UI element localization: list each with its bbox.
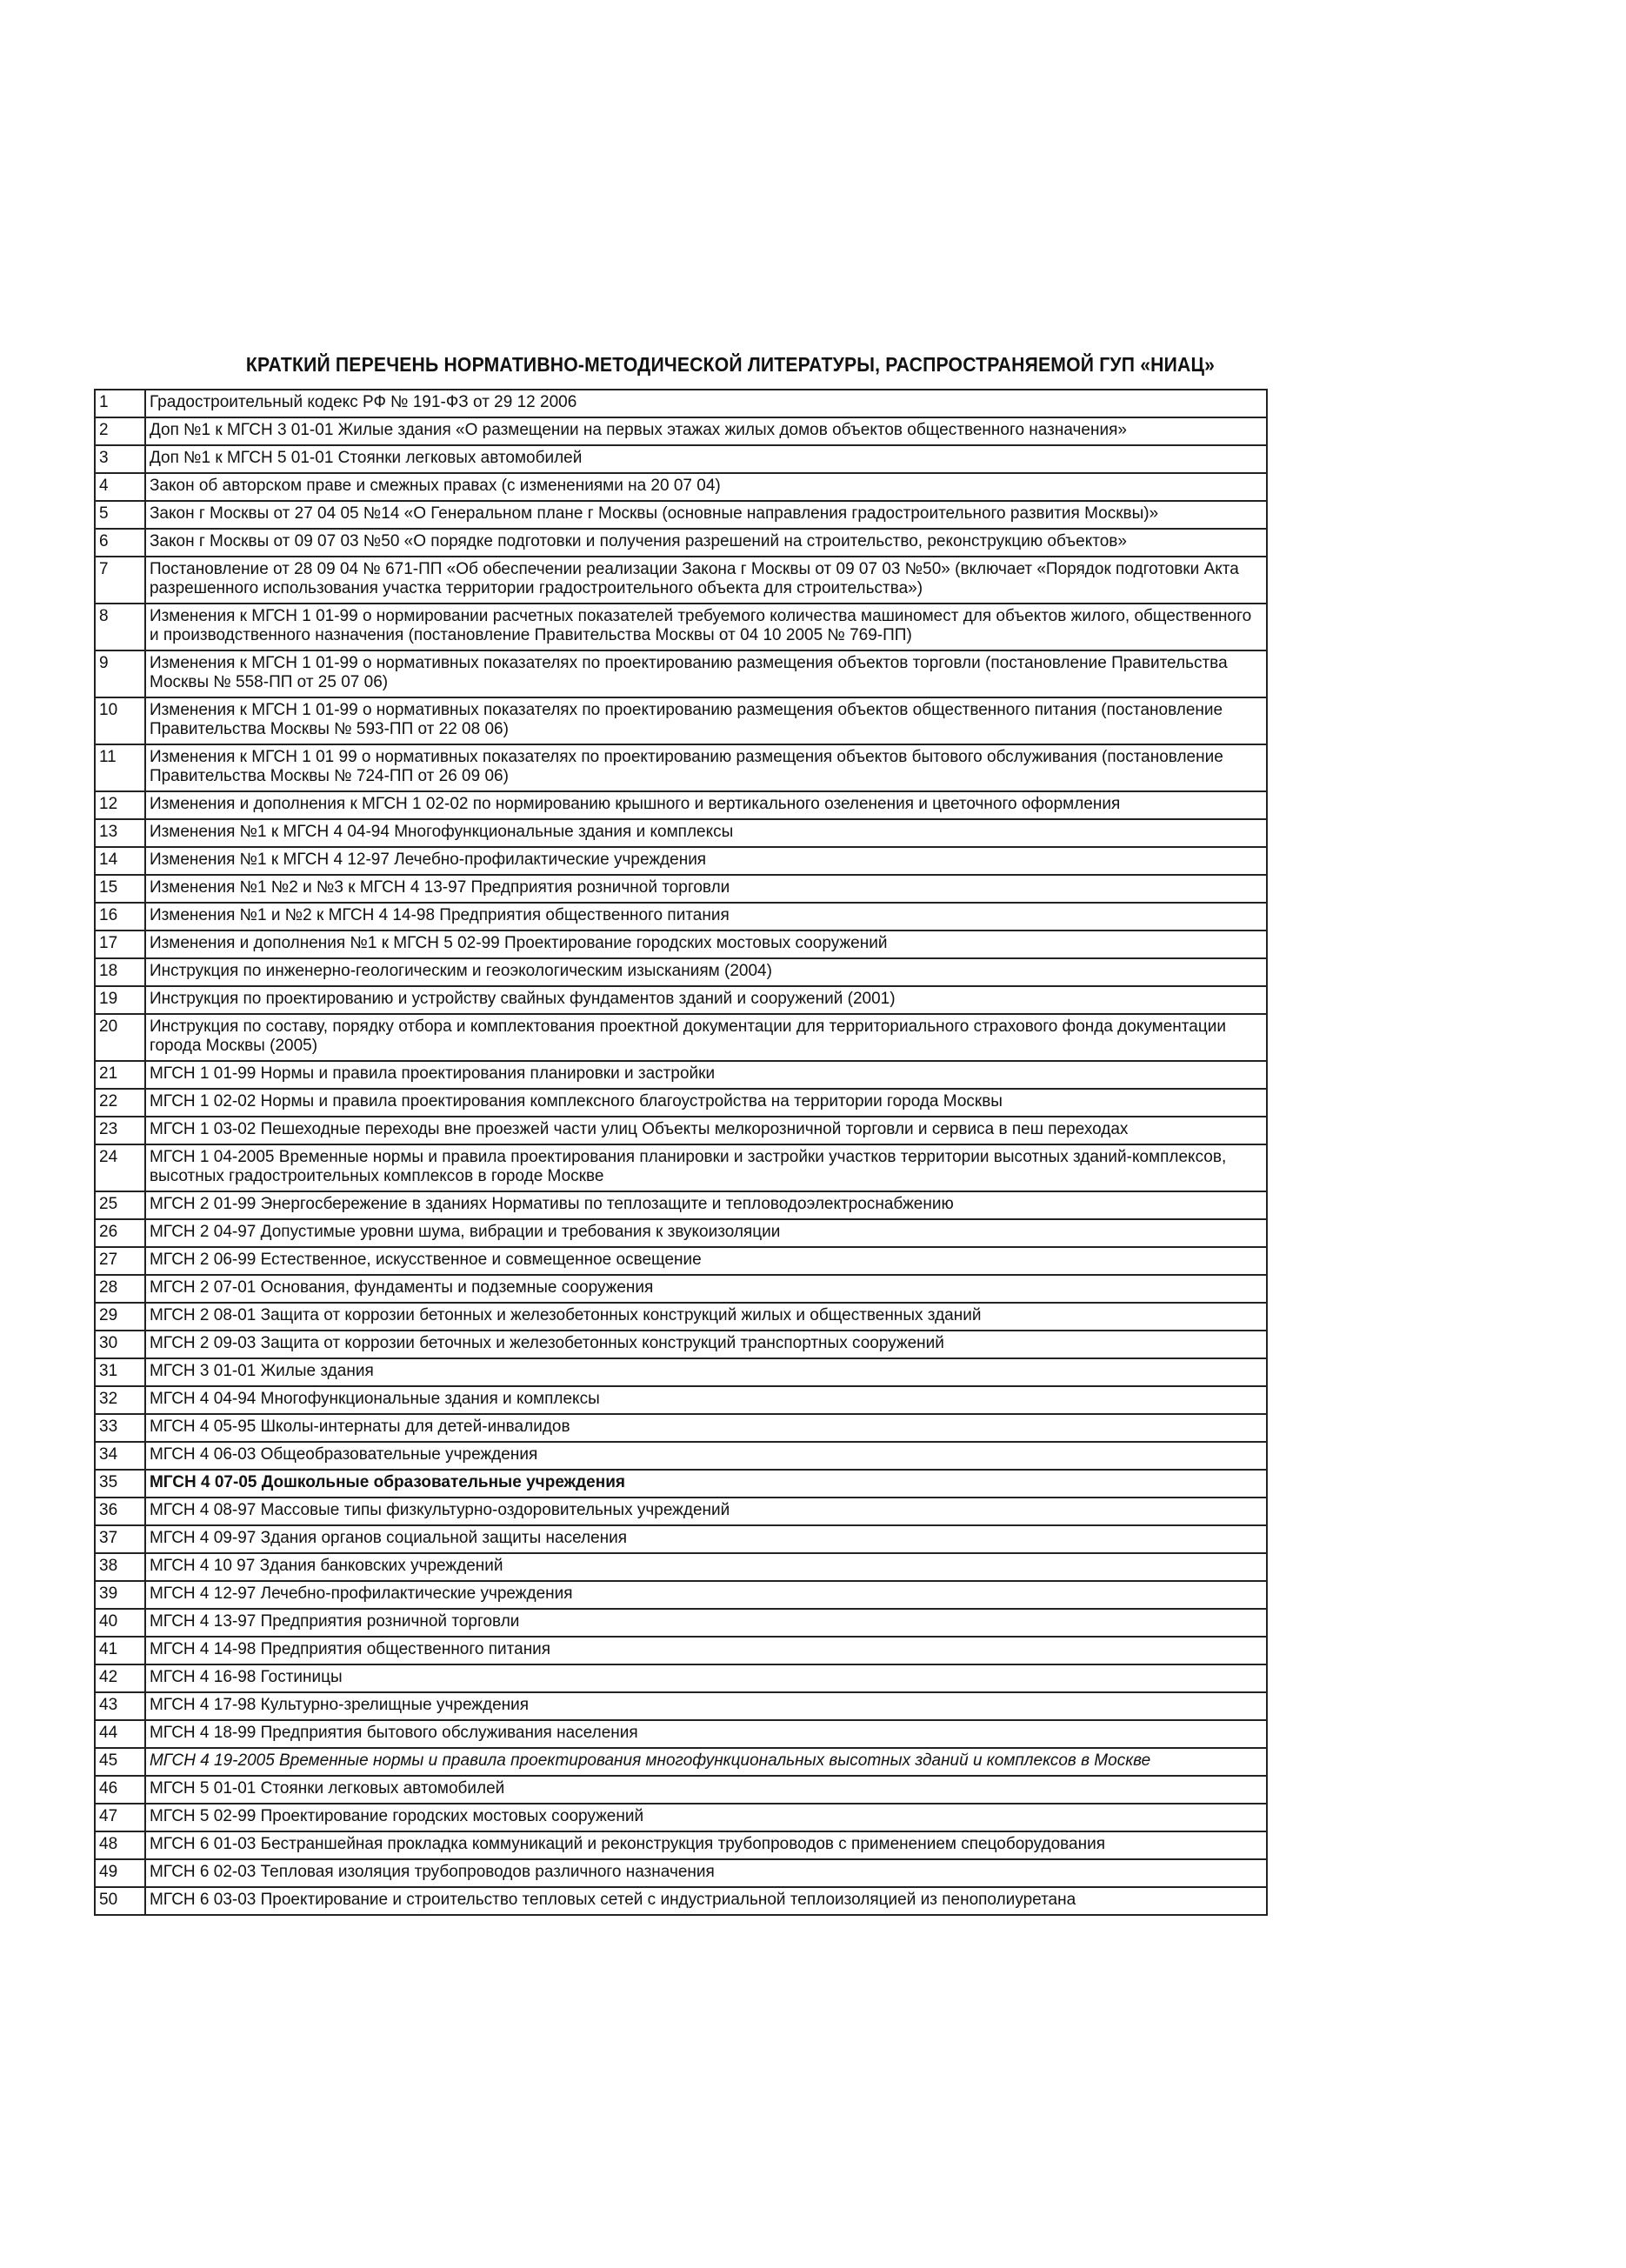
row-number: 30 — [95, 1331, 145, 1358]
row-number: 40 — [95, 1609, 145, 1637]
table-row — [95, 744, 1267, 791]
table-row — [95, 1089, 1267, 1117]
row-number: 2 — [95, 417, 145, 445]
table-row — [95, 1498, 1267, 1525]
table-row — [95, 1303, 1267, 1331]
row-title: МГСН 4 19-2005 Временные нормы и правила проектирования многофункциональных высотных зданий и комплексов в Москве — [145, 1748, 1267, 1776]
row-title: Изменения к МГСН 1 01-99 о нормировании расчетных показателей требуемого количества машиномест для объектов жилого, общественного и производственного назначения (постановление Правительства Москвы от 04 10 2005 № 769-ПП) — [145, 604, 1267, 650]
table-row — [95, 1776, 1267, 1804]
table-row — [95, 417, 1267, 445]
row-number: 7 — [95, 557, 145, 604]
row-number: 42 — [95, 1664, 145, 1692]
table-row — [95, 473, 1267, 501]
row-number: 43 — [95, 1692, 145, 1720]
table-row — [95, 1581, 1267, 1609]
row-title: МГСН 3 01-01 Жилые здания — [145, 1358, 1267, 1386]
row-number: 35 — [95, 1470, 145, 1498]
row-title: МГСН 2 08-01 Защита от коррозии бетонных и железобетонных конструкций жилых и общественных зданий — [145, 1303, 1267, 1331]
row-number: 41 — [95, 1637, 145, 1664]
row-number: 11 — [95, 744, 145, 791]
row-title: Изменения №1 и №2 к МГСН 4 14-98 Предприятия общественного питания — [145, 903, 1267, 931]
table-row — [95, 1804, 1267, 1831]
row-number: 50 — [95, 1887, 145, 1915]
table-row — [95, 445, 1267, 473]
row-number: 49 — [95, 1859, 145, 1887]
table-row — [95, 1061, 1267, 1089]
table-row — [95, 1470, 1267, 1498]
row-title: МГСН 2 09-03 Защита от коррозии беточных и железобетонных конструкций транспортных сооружений — [145, 1331, 1267, 1358]
row-number: 27 — [95, 1247, 145, 1275]
row-number: 14 — [95, 847, 145, 875]
row-number: 32 — [95, 1386, 145, 1414]
table-row — [95, 1247, 1267, 1275]
row-title: Инструкция по проектированию и устройству свайных фундаментов зданий и сооружений (2001) — [145, 986, 1267, 1014]
table-row — [95, 604, 1267, 650]
table-row — [95, 791, 1267, 819]
row-title: МГСН 6 02-03 Тепловая изоляция трубопроводов различного назначения — [145, 1859, 1267, 1887]
row-title: Закон г Москвы от 09 07 03 №50 «О порядке подготовки и получения разрешений на строительство, реконструкцию объектов» — [145, 529, 1267, 557]
row-title: Инструкция по инженерно-геологическим и геоэкологическим изысканиям (2004) — [145, 958, 1267, 986]
row-number: 25 — [95, 1191, 145, 1219]
row-title: МГСН 2 04-97 Допустимые уровни шума, вибрации и требования к звукоизоляции — [145, 1219, 1267, 1247]
table-row — [95, 1664, 1267, 1692]
table-row — [95, 1117, 1267, 1144]
row-number: 45 — [95, 1748, 145, 1776]
row-number: 19 — [95, 986, 145, 1014]
table-row — [95, 650, 1267, 697]
table-row — [95, 557, 1267, 604]
row-title: Изменения №1 №2 и №3 к МГСН 4 13-97 Предприятия розничной торговли — [145, 875, 1267, 903]
row-title: МГСН 2 01-99 Энергосбережение в зданиях Нормативы по теплозащите и тепловодоэлектроснабжению — [145, 1191, 1267, 1219]
row-number: 28 — [95, 1275, 145, 1303]
row-number: 23 — [95, 1117, 145, 1144]
row-title: МГСН 1 01-99 Нормы и правила проектирования планировки и застройки — [145, 1061, 1267, 1089]
row-number: 5 — [95, 501, 145, 529]
row-number: 18 — [95, 958, 145, 986]
row-title: МГСН 4 12-97 Лечебно-профилактические учреждения — [145, 1581, 1267, 1609]
row-title: Доп №1 к МГСН 5 01-01 Стоянки легковых автомобилей — [145, 445, 1267, 473]
row-number: 29 — [95, 1303, 145, 1331]
row-title: МГСН 4 10 97 Здания банковских учреждений — [145, 1553, 1267, 1581]
row-title: Градостроительный кодекс РФ № 191-ФЗ от 29 12 2006 — [145, 390, 1267, 417]
table-row — [95, 1358, 1267, 1386]
row-number: 6 — [95, 529, 145, 557]
row-number: 36 — [95, 1498, 145, 1525]
table-row — [95, 931, 1267, 958]
row-number: 37 — [95, 1525, 145, 1553]
row-title: МГСН 4 16-98 Гостиницы — [145, 1664, 1267, 1692]
row-title: МГСН 5 01-01 Стоянки легковых автомобилей — [145, 1776, 1267, 1804]
table-row — [95, 1609, 1267, 1637]
table-row — [95, 1414, 1267, 1442]
table-row — [95, 958, 1267, 986]
literature-table-body — [95, 390, 1267, 1915]
row-number: 31 — [95, 1358, 145, 1386]
row-title: Изменения к МГСН 1 01-99 о нормативных показателях по проектированию размещения объектов торговли (постановление Правительства Москвы № 558-ПП от 25 07 06) — [145, 650, 1267, 697]
row-number: 3 — [95, 445, 145, 473]
row-title: МГСН 1 02-02 Нормы и правила проектирования комплексного благоустройства на территории города Москвы — [145, 1089, 1267, 1117]
row-title: МГСН 4 06-03 Общеобразовательные учреждения — [145, 1442, 1267, 1470]
row-number: 16 — [95, 903, 145, 931]
table-row — [95, 1859, 1267, 1887]
row-title: МГСН 4 07-05 Дошкольные образовательные учреждения — [145, 1470, 1267, 1498]
row-number: 38 — [95, 1553, 145, 1581]
table-row — [95, 1887, 1267, 1915]
table-row — [95, 847, 1267, 875]
row-title: МГСН 4 13-97 Предприятия розничной торговли — [145, 1609, 1267, 1637]
row-title: Закон г Москвы от 27 04 05 №14 «О Генеральном плане г Москвы (основные направления градостроительного развития Москвы)» — [145, 501, 1267, 529]
table-row — [95, 1219, 1267, 1247]
row-title: Доп №1 к МГСН 3 01-01 Жилые здания «О размещении на первых этажах жилых домов объектов общественного назначения» — [145, 417, 1267, 445]
row-number: 39 — [95, 1581, 145, 1609]
table-row — [95, 1386, 1267, 1414]
table-row — [95, 390, 1267, 417]
row-title: МГСН 4 05-95 Школы-интернаты для детей-инвалидов — [145, 1414, 1267, 1442]
row-title: Закон об авторском праве и смежных правах (с изменениями на 20 07 04) — [145, 473, 1267, 501]
row-number: 9 — [95, 650, 145, 697]
table-row — [95, 697, 1267, 744]
row-title: МГСН 4 18-99 Предприятия бытового обслуживания населения — [145, 1720, 1267, 1748]
row-title: Изменения и дополнения №1 к МГСН 5 02-99 Проектирование городских мостовых сооружений — [145, 931, 1267, 958]
row-title: Постановление от 28 09 04 № 671-ПП «Об обеспечении реализации Закона г Москвы от 09 07 03 №50» (включает «Порядок подготовки Акта разрешенного использования участка территории градостроительного объекта для строительства») — [145, 557, 1267, 604]
row-title: МГСН 4 17-98 Культурно-зрелищные учреждения — [145, 1692, 1267, 1720]
row-number: 47 — [95, 1804, 145, 1831]
row-title: Инструкция по составу, порядку отбора и комплектования проектной документации для территориального страхового фонда документации города Москвы (2005) — [145, 1014, 1267, 1061]
table-row — [95, 1275, 1267, 1303]
row-number: 12 — [95, 791, 145, 819]
row-title: МГСН 1 03-02 Пешеходные переходы вне проезжей части улиц Объекты мелкорозничной торговли и сервиса в пеш переходах — [145, 1117, 1267, 1144]
row-number: 26 — [95, 1219, 145, 1247]
row-number: 44 — [95, 1720, 145, 1748]
table-row — [95, 1191, 1267, 1219]
literature-table — [94, 389, 1268, 1916]
row-number: 48 — [95, 1831, 145, 1859]
row-title: МГСН 2 06-99 Естественное, искусственное и совмещенное освещение — [145, 1247, 1267, 1275]
table-row — [95, 1748, 1267, 1776]
row-number: 8 — [95, 604, 145, 650]
row-title: Изменения к МГСН 1 01 99 о нормативных показателях по проектированию размещения объектов бытового обслуживания (постановление Правительства Москвы № 724-ПП от 26 09 06) — [145, 744, 1267, 791]
table-row — [95, 1442, 1267, 1470]
table-row — [95, 903, 1267, 931]
row-number: 17 — [95, 931, 145, 958]
table-row — [95, 1553, 1267, 1581]
table-row — [95, 1637, 1267, 1664]
row-title: МГСН 1 04-2005 Временные нормы и правила проектирования планировки и застройки участков территории высотных зданий-комплексов, высотных градостроительных комплексов в городе Москве — [145, 1144, 1267, 1191]
row-number: 46 — [95, 1776, 145, 1804]
table-row — [95, 1014, 1267, 1061]
row-title: Изменения №1 к МГСН 4 12-97 Лечебно-профилактические учреждения — [145, 847, 1267, 875]
row-number: 20 — [95, 1014, 145, 1061]
row-title: МГСН 5 02-99 Проектирование городских мостовых сооружений — [145, 1804, 1267, 1831]
document-title: КРАТКИЙ ПЕРЕЧЕНЬ НОРМАТИВНО-МЕТОДИЧЕСКОЙ ЛИТЕРАТУРЫ, РАСПРОСТРАНЯЕМОЙ ГУП «НИАЦ» — [245, 353, 1216, 376]
row-title: Изменения к МГСН 1 01-99 о нормативных показателях по проектированию размещения объектов общественного питания (постановление Правительства Москвы № 593-ПП от 22 08 06) — [145, 697, 1267, 744]
row-title: МГСН 4 09-97 Здания органов социальной защиты населения — [145, 1525, 1267, 1553]
table-row — [95, 1720, 1267, 1748]
table-row — [95, 501, 1267, 529]
table-row — [95, 1144, 1267, 1191]
row-number: 33 — [95, 1414, 145, 1442]
row-number: 21 — [95, 1061, 145, 1089]
row-number: 10 — [95, 697, 145, 744]
row-number: 24 — [95, 1144, 145, 1191]
row-title: МГСН 4 14-98 Предприятия общественного питания — [145, 1637, 1267, 1664]
row-number: 1 — [95, 390, 145, 417]
row-title: Изменения №1 к МГСН 4 04-94 Многофункциональные здания и комплексы — [145, 819, 1267, 847]
row-title: МГСН 6 01-03 Бестраншейная прокладка коммуникаций и реконструкция трубопроводов с применением спецоборудования — [145, 1831, 1267, 1859]
table-row — [95, 819, 1267, 847]
row-title: МГСН 4 04-94 Многофункциональные здания и комплексы — [145, 1386, 1267, 1414]
table-row — [95, 1692, 1267, 1720]
row-title: МГСН 2 07-01 Основания, фундаменты и подземные сооружения — [145, 1275, 1267, 1303]
table-row — [95, 1831, 1267, 1859]
row-number: 15 — [95, 875, 145, 903]
table-row — [95, 875, 1267, 903]
row-number: 22 — [95, 1089, 145, 1117]
row-title: МГСН 6 03-03 Проектирование и строительство тепловых сетей с индустриальной теплоизоляцией из пенополиуретана — [145, 1887, 1267, 1915]
row-title: МГСН 4 08-97 Массовые типы физкультурно-оздоровительных учреждений — [145, 1498, 1267, 1525]
row-number: 13 — [95, 819, 145, 847]
table-row — [95, 1331, 1267, 1358]
table-row — [95, 529, 1267, 557]
row-title: Изменения и дополнения к МГСН 1 02-02 по нормированию крышного и вертикального озеленения и цветочного оформления — [145, 791, 1267, 819]
table-row — [95, 986, 1267, 1014]
table-row — [95, 1525, 1267, 1553]
row-number: 4 — [95, 473, 145, 501]
row-number: 34 — [95, 1442, 145, 1470]
